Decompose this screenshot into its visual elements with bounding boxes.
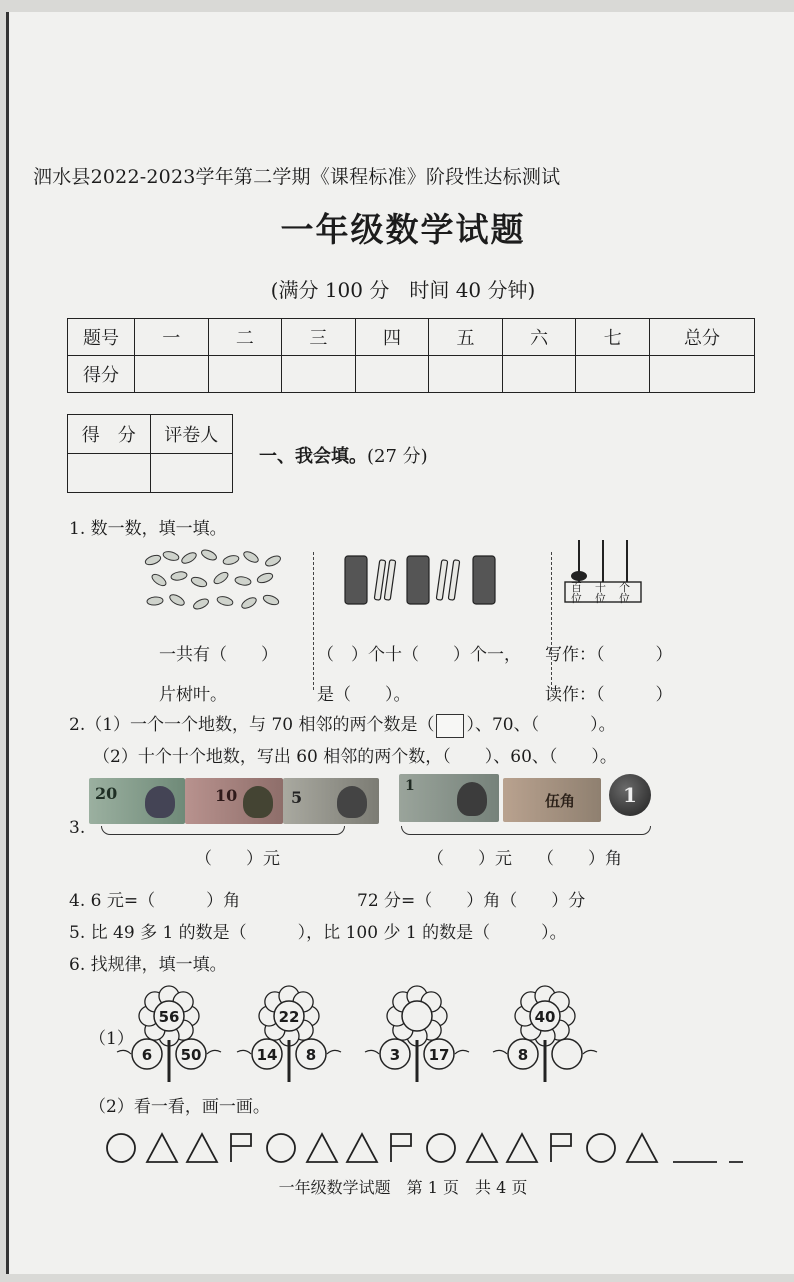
leaves-answer-line2: 片树叶。 xyxy=(159,685,227,705)
score-cell-header: 总分 xyxy=(650,319,755,356)
leaf-tip xyxy=(583,1050,597,1054)
q1-label: 1. 数一数，填一填。 xyxy=(69,519,227,539)
leaf-tip xyxy=(365,1050,379,1054)
score-info: (满分 100 分 时间 40 分钟) xyxy=(270,278,536,302)
banknote-value: 10 xyxy=(215,786,238,805)
q6-label: 6. 找规律，填一填。 xyxy=(69,955,227,975)
grader-score-label: 得 分 xyxy=(68,415,151,454)
score-cell-header: 四 xyxy=(355,319,429,356)
flag-shape xyxy=(551,1134,571,1162)
flower-left-number: 8 xyxy=(517,1046,529,1064)
q3-answer-yuan: （ ）元 xyxy=(427,849,512,869)
q3-answer-left: （ ）元 xyxy=(195,849,280,869)
triangle-shape xyxy=(627,1134,657,1162)
flag-shape xyxy=(391,1134,411,1162)
score-cell-header: 六 xyxy=(502,319,576,356)
score-cell-header: 一 xyxy=(135,319,209,356)
flower-top-number: 56 xyxy=(158,1008,180,1026)
triangle-shape xyxy=(507,1134,537,1162)
leaf-tip xyxy=(117,1050,131,1054)
leaf-tip xyxy=(327,1050,341,1054)
page-footer: 一年级数学试题 第 1 页 共 4 页 xyxy=(278,1178,528,1197)
flower-right-leaf[interactable] xyxy=(552,1039,582,1069)
exam-subtitle: 泗水县2022-2023学年第二学期《课程标准》阶段性达标测试 xyxy=(33,166,561,188)
triangle-shape xyxy=(467,1134,497,1162)
write-answer: 写作：（ ） xyxy=(545,645,673,665)
score-cell-header: 二 xyxy=(208,319,282,356)
section-points: (27 分) xyxy=(367,446,428,467)
flower xyxy=(365,986,469,1082)
flowers-drawing xyxy=(9,12,794,1274)
q2-part1-after: ）、70、（ ）。 xyxy=(466,715,616,735)
q4-left: 4. 6 元=（ ）角 xyxy=(69,891,241,911)
sticks-answer-line2: 是（ ）。 xyxy=(317,685,411,705)
triangle-shape xyxy=(187,1134,217,1162)
exam-page xyxy=(6,12,794,1274)
circle-shape xyxy=(587,1134,615,1162)
score-cell-header: 题号 xyxy=(68,319,135,356)
section-title: 一、我会填。 xyxy=(259,446,367,467)
q4-right: 72 分=（ ）角（ ）分 xyxy=(357,891,586,911)
flower-top-number: 40 xyxy=(534,1008,556,1026)
flower-left-number: 6 xyxy=(141,1046,153,1064)
q6-part1-label: （1） xyxy=(89,1029,134,1049)
banknote-value: 伍角 xyxy=(545,792,576,810)
score-cell-header: 三 xyxy=(282,319,356,356)
circle-shape xyxy=(267,1134,295,1162)
score-cell-header: 七 xyxy=(576,319,650,356)
banknote-value: 5 xyxy=(291,788,303,807)
circle-shape xyxy=(427,1134,455,1162)
grader-name-label: 评卷人 xyxy=(150,415,233,454)
banknote-value: 20 xyxy=(95,784,118,803)
q3-answer-jiao: （ ）角 xyxy=(537,849,622,869)
q2-part2: （2）十个十个地数，写出 60 相邻的两个数，（ ）、60、（ ）。 xyxy=(93,747,617,767)
circle-shape xyxy=(107,1134,135,1162)
flower xyxy=(493,986,597,1082)
leaf-tip xyxy=(207,1050,221,1054)
abacus-label-ones: 个位 xyxy=(619,581,630,605)
leaf-tip xyxy=(455,1050,469,1054)
flower-top-number: 22 xyxy=(278,1008,300,1026)
flower xyxy=(117,986,221,1082)
triangle-shape xyxy=(347,1134,377,1162)
flag-shape xyxy=(231,1134,251,1162)
q6-part2-label: （2）看一看，画一画。 xyxy=(89,1097,270,1117)
leaf-tip xyxy=(493,1050,507,1054)
abacus-label-hundreds: 百位 xyxy=(571,581,582,605)
q3-label: 3. xyxy=(69,818,86,838)
flower-left-number: 3 xyxy=(389,1046,401,1064)
abacus-label-tens: 十位 xyxy=(595,581,606,605)
flower-right-number: 17 xyxy=(428,1046,450,1064)
sticks-answer-line1: （ ）个十（ ）个一， xyxy=(317,645,521,665)
banknote-value: 1 xyxy=(405,778,415,794)
leaf-tip xyxy=(237,1050,251,1054)
q5: 5. 比 49 多 1 的数是（ ），比 100 少 1 的数是（ ）。 xyxy=(69,923,567,943)
flower-right-number: 50 xyxy=(180,1046,202,1064)
flower-left-number: 14 xyxy=(256,1046,278,1064)
triangle-shape xyxy=(147,1134,177,1162)
coin-value: 1 xyxy=(623,783,637,807)
shape-pattern xyxy=(103,1128,743,1168)
triangle-shape xyxy=(307,1134,337,1162)
read-answer: 读作：（ ） xyxy=(545,685,673,705)
score-row-label: 得分 xyxy=(68,356,135,393)
score-cell-header: 五 xyxy=(429,319,503,356)
flower-right-number: 8 xyxy=(305,1046,317,1064)
leaves-answer-line1: 一共有（ ） xyxy=(159,645,278,665)
exam-title: 一年级数学试题 xyxy=(280,210,526,249)
flower xyxy=(237,986,341,1082)
flower-center xyxy=(402,1001,432,1031)
q2-part1-before: 2.（1）一个一个地数，与 70 相邻的两个数是（ xyxy=(69,715,435,735)
